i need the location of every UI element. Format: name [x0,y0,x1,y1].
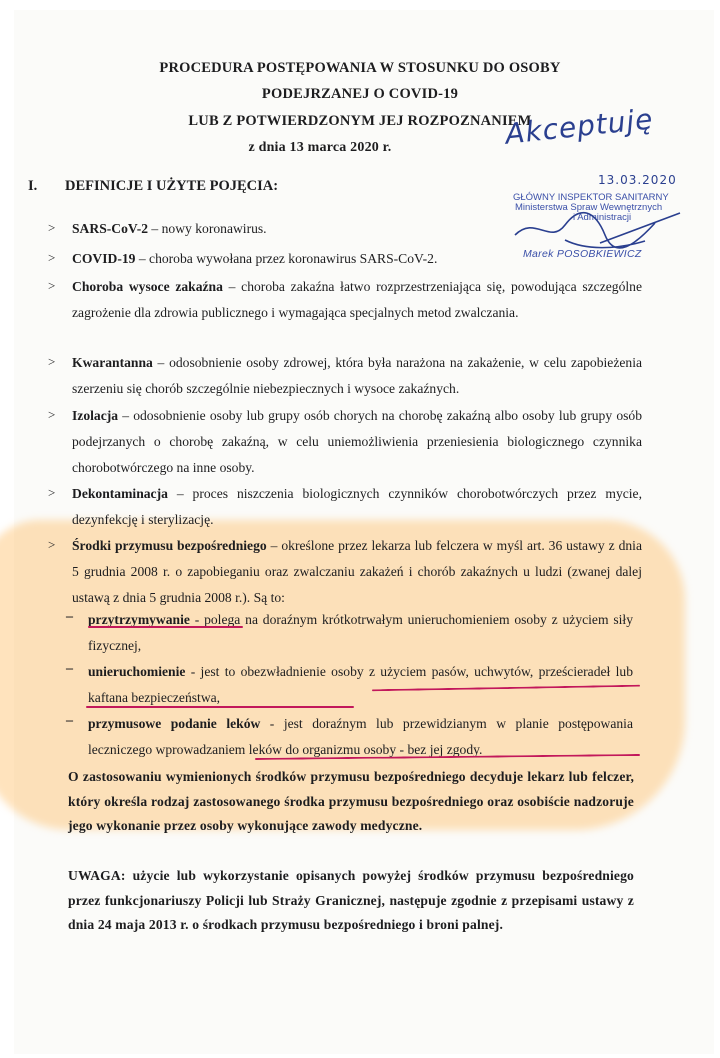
definition-term: COVID-19 [72,251,136,266]
underline-mark [86,706,354,708]
approval-date: 13.03.2020 [598,173,677,187]
definition-text: – określone przez lekarza lub felczera w myśl art. 36 ustawy z dnia 5 grudnia 2008 r. o zapobieganiu oraz zwalczaniu zakażeń i chorób zakaźnych u ludzi (zwanej dalej ustawą z dnia 5 grudnia 2008 r.). Są to: [72,538,642,605]
measure-term: przymusowe podanie leków [88,716,261,731]
definition-term: Izolacja [72,408,119,423]
measure-term: unieruchomienie [88,664,186,679]
definition-term: Środki przymusu bezpośredniego [72,538,267,553]
bullet-marker: > [48,250,56,265]
definition-text: – odosobnienie osoby zdrowej, która była narażona na zakażenie, w celu zapobieżenia szerzeniu się chorób szczególnie niebezpiecznych i wysoce zakaźnych. [72,355,642,396]
document-title-line-1: PROCEDURA POSTĘPOWANIA W STOSUNKU DO OSOBY [159,60,561,76]
definition-text: – proces niszczenia biologicznych czynników chorobotwórczych przez mycie, dezynfekcję i sterylizację. [72,486,642,527]
definition-quarantine [72,350,642,402]
definition-term: Dekontaminacja [72,486,168,501]
bullet-marker: > [48,278,56,293]
definition-decontamination [72,481,642,533]
dash-marker: – [66,609,73,624]
bullet-marker: > [48,220,56,235]
document-title-line-2: PODEJRZANEJ O COVID-19 [261,86,459,102]
section-number: I. [28,178,38,194]
measure-immobilization [88,659,633,711]
document-title-line-3: LUB Z POTWIERDZONYM JEJ ROZPOZNANIEM [188,113,532,129]
definition-term: SARS-CoV-2 [72,221,149,236]
measure-text: - polega na doraźnym krótkotrwałym unieruchomieniem osoby z użyciem siły fizycznej, [88,612,633,653]
definition-sars [72,216,642,242]
definition-text: – odosobnienie osoby lub grupy osób chorych na chorobę zakaźną albo osoby lub grupy osób podejrzanych o chorobę zakaźną, w celu uniemożliwienia przeniesienia biologicznego czynnika chorobotwórczego na inne osoby. [72,408,642,475]
definition-isolation [72,403,642,481]
note-paragraph: UWAGA: użycie lub wykorzystanie opisanych powyżej środków przymusu bezpośredniego przez funkcjonariuszy Policji lub Straży Granicznej, następuje zgodnie z przepisami ustawy z dnia 24 maja 2013 r. o środkach przymusu bezpośredniego i broni palnej. [68,868,634,932]
stamp-line-1: GŁÓWNY INSPEKTOR SANITARNY [513,192,669,203]
definition-coercive-measures [72,533,642,611]
measure-text: - jest doraźnym lub przewidzianym w planie postępowania leczniczego wprowadzaniem leków do organizmu osoby - bez jej zgody. [88,716,633,757]
underline-mark [88,626,243,628]
measure-text: - jest to obezwładnienie osoby z użyciem pasów, uchwytów, prześcieradeł lub kaftana bezpieczeństwa, [88,664,633,705]
stamp-line-2: Ministerstwa Spraw Wewnętrznych [515,202,663,213]
document-date: z dnia 13 marca 2020 r. [248,140,392,155]
bullet-marker: > [48,407,56,422]
definition-term: Kwarantanna [72,355,153,370]
measure-term: przytrzymywanie [88,612,190,627]
dash-marker: – [66,713,73,728]
dash-marker: – [66,661,73,676]
stamp-line-3: i Administracji [573,212,632,223]
bullet-marker: > [48,354,56,369]
definition-term: Choroba wysoce zakaźna [72,279,223,294]
handwritten-approval: Akceptuję [503,102,655,151]
bullet-marker: > [48,537,56,552]
definition-text: – nowy koronawirus. [148,221,267,236]
decision-paragraph: O zastosowaniu wymienionych środków przymusu bezpośredniego decyduje lekarz lub felczer, który określa rodzaj zastosowanego środka przymusu bezpośredniego oraz osobiście nadzoruje jego wykonanie przez osoby wykonujące zawody medyczne. [68,769,634,833]
definition-covid [72,246,642,272]
bullet-marker: > [48,485,56,500]
measure-holding [88,607,633,659]
definition-highly-infectious [72,274,642,326]
definition-text: – choroba zakaźna łatwo rozprzestrzeniająca się, powodująca szczególne zagrożenie dla zdrowia publicznego i wymagająca specjalnych metod zwalczania. [72,279,642,320]
definition-text: – choroba wywołana przez koronawirus SARS-CoV-2. [135,251,438,266]
section-title: DEFINICJE I UŻYTE POJĘCIA: [65,178,279,194]
stamp-name: Marek POSOBKIEWICZ [523,248,642,260]
